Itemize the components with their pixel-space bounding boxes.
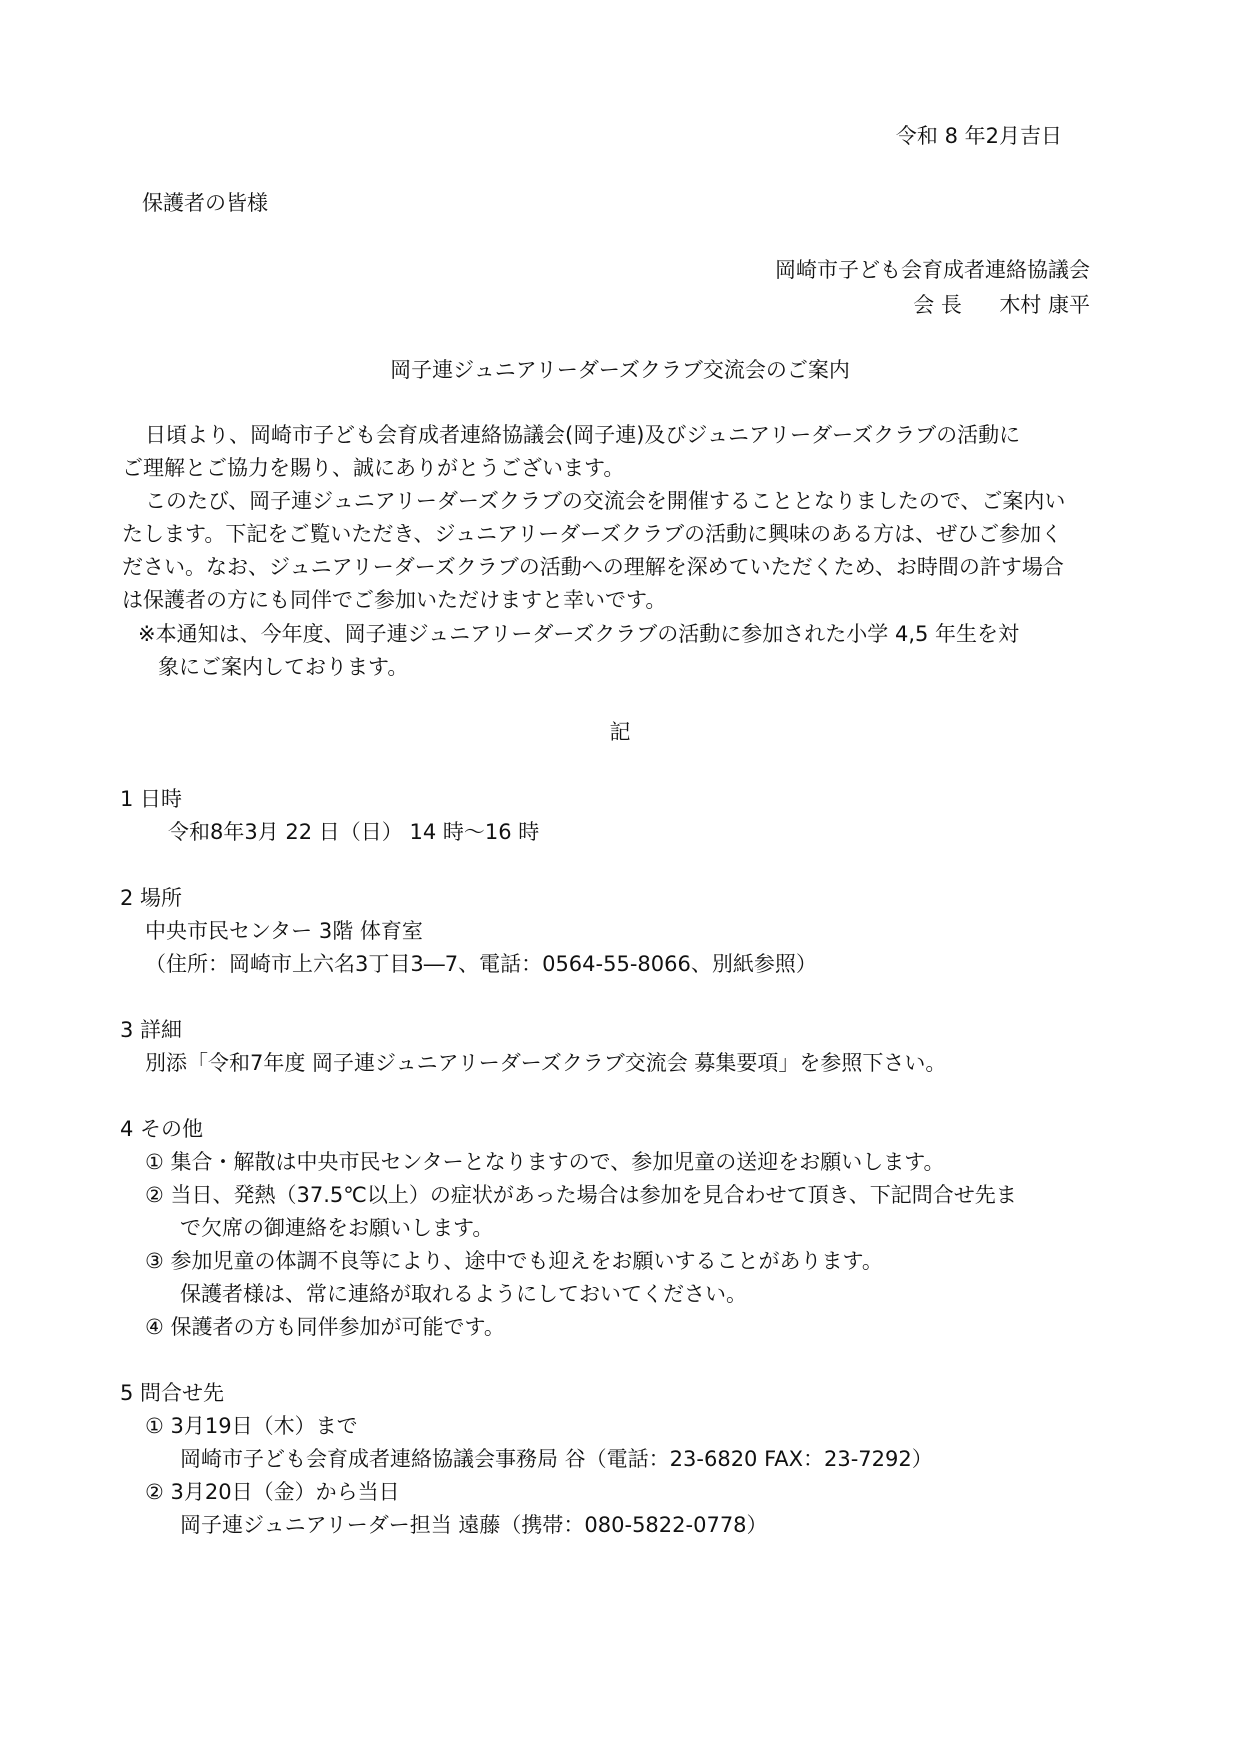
note-line-1: ※本通知は、今年度、岡子連ジュニアリーダーズクラブの活動に参加された小学 4,5 年生を対 xyxy=(138,622,1020,646)
contact-2-period: ② 3月20日（金）から当日 xyxy=(145,1480,400,1504)
contact-2-details: 岡子連ジュニアリーダー担当 遠藤（携帯：080-5822-0778） xyxy=(180,1513,768,1537)
document-date: 令和 8 年2月吉日 xyxy=(895,124,1062,148)
other-item-3-line-1: ③ 参加児童の体調不良等により、途中でも迎えをお願いすることがあります。 xyxy=(145,1249,883,1273)
venue-name: 中央市民センター 3階 体育室 xyxy=(145,919,423,943)
other-item-4: ④ 保護者の方も同伴参加が可能です。 xyxy=(145,1315,505,1339)
section-5-heading: 5 問合せ先 xyxy=(120,1381,225,1405)
recipient: 保護者の皆様 xyxy=(142,191,268,215)
note-line-2: 象にご案内しております。 xyxy=(158,655,409,679)
contact-1-details: 岡崎市子ども会育成者連絡協議会事務局 谷（電話：23-6820 FAX：23-7292） xyxy=(180,1447,933,1471)
contact-1-period: ① 3月19日（木）まで xyxy=(145,1414,358,1438)
sender-role: 会 長 xyxy=(913,293,962,317)
section-1-heading: 1 日時 xyxy=(120,787,183,811)
venue-address: （住所：岡崎市上六名3丁目3―7、電話：0564-55-8066、別紙参照） xyxy=(145,952,817,976)
section-2-heading: 2 場所 xyxy=(120,886,183,910)
sender-organization: 岡崎市子ども会育成者連絡協議会 xyxy=(775,258,1090,282)
paragraph-2-line-1: このたび、岡子連ジュニアリーダーズクラブの交流会を開催することとなりましたので、ご案内い xyxy=(145,489,1066,513)
other-item-2-line-1: ② 当日、発熱（37.5℃以上）の症状があった場合は参加を見合わせて頂き、下記問合せ先ま xyxy=(145,1183,1017,1207)
paragraph-1-line-2: ご理解とご協力を賜り、誠にありがとうございます。 xyxy=(122,456,625,480)
paragraph-2-line-4: は保護者の方にも同伴でご参加いただけますと幸いです。 xyxy=(122,588,667,612)
details-reference: 別添「令和7年度 岡子連ジュニアリーダーズクラブ交流会 募集要項」を参照下さい。 xyxy=(145,1051,947,1075)
ki-marker: 記 xyxy=(609,720,631,744)
other-item-3-line-2: 保護者様は、常に連絡が取れるようにしておいてください。 xyxy=(180,1282,747,1306)
section-4-heading: 4 その他 xyxy=(120,1117,204,1141)
sender-name: 木村 康平 xyxy=(999,293,1090,317)
document-title: 岡子連ジュニアリーダーズクラブ交流会のご案内 xyxy=(390,358,850,382)
section-3-heading: 3 詳細 xyxy=(120,1018,183,1042)
event-datetime: 令和8年3月 22 日（日） 14 時～16 時 xyxy=(168,820,540,844)
other-item-2-line-2: で欠席の御連絡をお願いします。 xyxy=(180,1216,494,1240)
other-item-1: ① 集合・解散は中央市民センターとなりますので、参加児童の送迎をお願いします。 xyxy=(145,1150,945,1174)
paragraph-2-line-2: たします。下記をご覧いただき、ジュニアリーダーズクラブの活動に興味のある方は、ぜひご参加く xyxy=(122,522,1063,546)
paragraph-1-line-1: 日頃より、岡崎市子ども会育成者連絡協議会(岡子連)及びジュニアリーダーズクラブの活動に xyxy=(145,423,1021,447)
sender-signature xyxy=(913,293,1090,318)
paragraph-2-line-3: ださい。なお、ジュニアリーダーズクラブの活動への理解を深めていただくため、お時間の許す場合 xyxy=(122,555,1064,579)
